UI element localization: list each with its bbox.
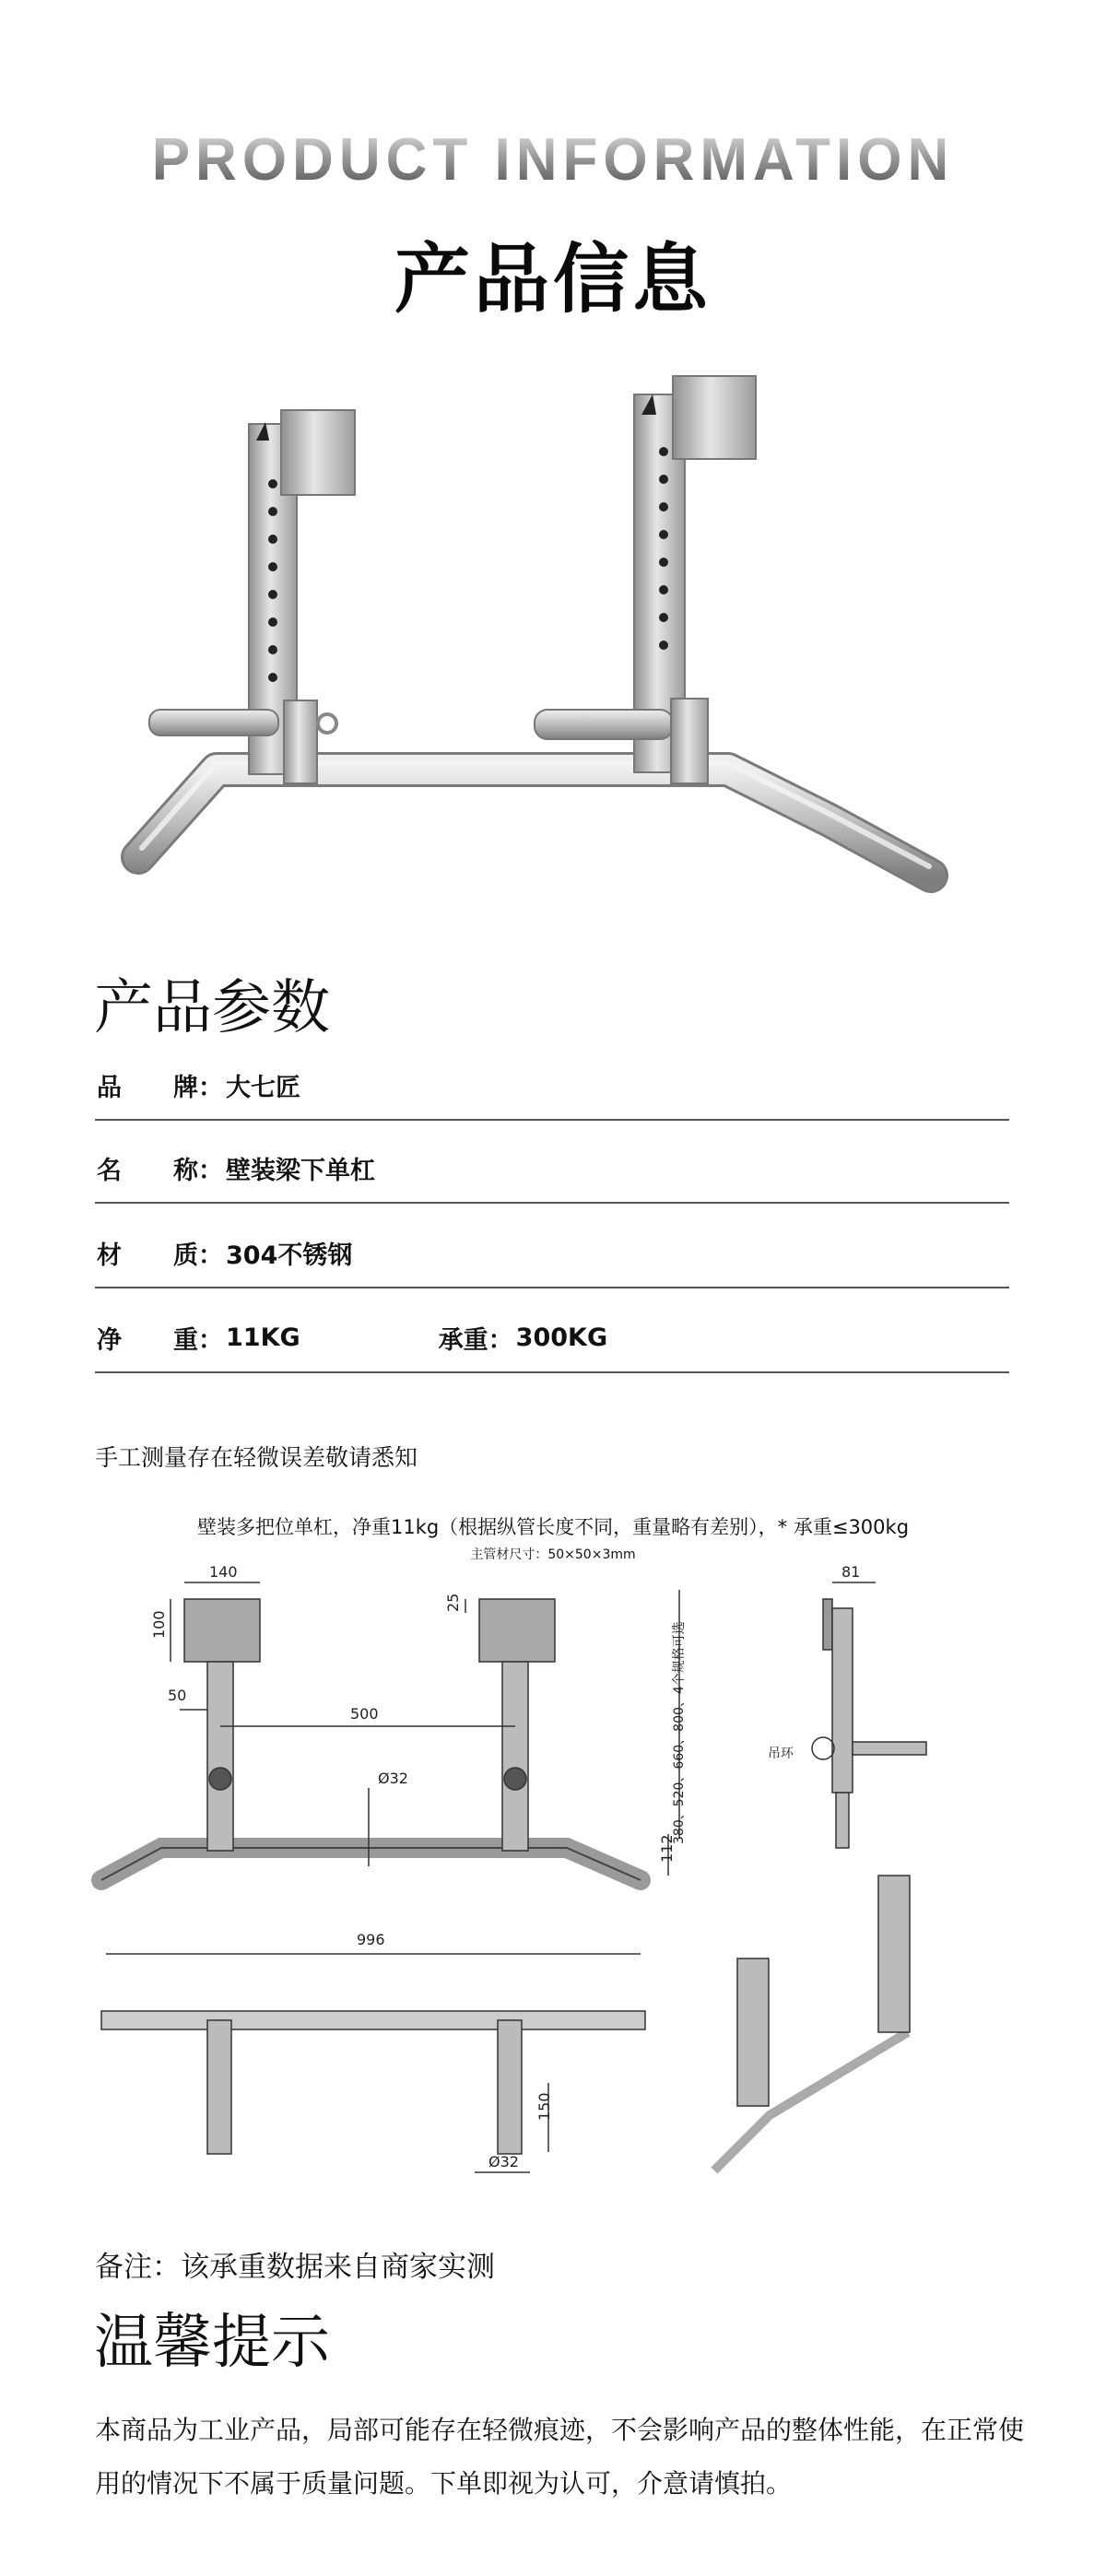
param-row-weight: 净 重 ： 11KG 承重 ： 300KG — [97, 1314, 1009, 1360]
param-label: 名 称 — [97, 1156, 198, 1185]
title-chinese: 产品信息 — [394, 236, 712, 323]
param-value: 304不锈钢 — [226, 1241, 353, 1270]
param-value: 壁装梁下单杠 — [226, 1156, 375, 1185]
hook-label: 吊环 — [768, 1747, 794, 1761]
param-row-material: 材 质 ： 304不锈钢 — [97, 1229, 1009, 1276]
section-title-tips: 温馨提示 — [94, 2309, 330, 2377]
param-value: 大七匠 — [226, 1073, 300, 1102]
dim-500: 500 — [350, 1705, 379, 1723]
spec-line: 壁装多把位单杠，净重11kg（根据纵管长度不同，重量略有差别），* 承重≤300kg — [196, 1516, 910, 1538]
dim-112: 112 — [658, 1834, 676, 1863]
param-label: 净 重 — [97, 1325, 198, 1355]
tips-body: 本商品为工业产品，局部可能存在轻微痕迹，不会影响产品的整体性能，在正常使用的情况下不属于质量问题。下单即视为认可，介意请慎拍。 — [95, 2415, 1025, 2499]
measure-note: 手工测量存在轻微误差敬请悉知 — [95, 1444, 418, 1471]
spec-tube-size: 主管材尺寸：50×50×3mm — [470, 1547, 636, 1562]
title-english: PRODUCT INFORMATION — [0, 125, 1106, 194]
dim-25: 25 — [444, 1593, 462, 1612]
divider — [95, 1287, 1009, 1288]
param-value: 11KG — [226, 1323, 300, 1352]
param-label: 材 质 — [97, 1241, 198, 1270]
param-row-name: 名 称 ： 壁装梁下单杠 — [97, 1145, 1009, 1191]
dim-996: 996 — [357, 1931, 385, 1948]
divider — [95, 1119, 1009, 1121]
remark: 备注：该承重数据来自商家实测 — [95, 2251, 495, 2284]
param-label: 品 牌 — [97, 1073, 198, 1102]
dim-140: 140 — [209, 1563, 238, 1581]
divider — [95, 1371, 1009, 1373]
dim-32-a: Ø32 — [378, 1770, 408, 1787]
technical-drawing — [88, 1562, 1018, 2207]
dim-50: 50 — [168, 1687, 187, 1704]
section-title-params: 产品参数 — [94, 974, 330, 1042]
param-value-load: 300KG — [515, 1323, 608, 1352]
dim-heights: 380、520、660、800、4个规格可选 — [672, 1621, 687, 1844]
product-photo — [120, 332, 986, 922]
dim-150: 150 — [535, 2092, 553, 2121]
dim-32-b: Ø32 — [488, 2153, 519, 2170]
dim-81: 81 — [841, 1563, 861, 1581]
param-row-brand: 品 牌 ： 大七匠 — [97, 1062, 1009, 1108]
dim-100: 100 — [150, 1610, 168, 1639]
divider — [95, 1202, 1009, 1204]
param-label-load: 承重 — [438, 1325, 488, 1355]
